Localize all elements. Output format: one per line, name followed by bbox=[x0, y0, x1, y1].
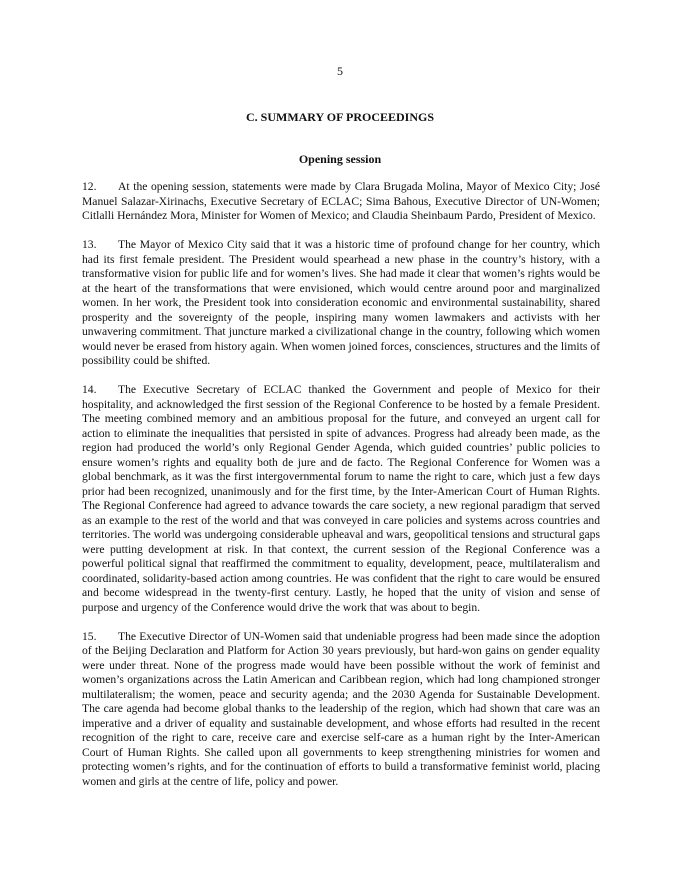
paragraph-number: 14. bbox=[82, 383, 97, 396]
paragraph-13 bbox=[82, 238, 600, 369]
document-body bbox=[82, 180, 600, 804]
paragraph-text: The Executive Secretary of ECLAC thanked the Government and people of Mexico for their hospitality, and acknowledged the first session of the Regional Conference to be hosted by a female President. The meeting combined memory and an ambitious proposal for the future, and conveyed an urgent call for action to eliminate the inequalities that persisted in spite of advances. Progress had already been made, as the region had produced the world’s only Regional Gender Agenda, which guided countries’ public policies to ensure women’s rights and equality both de jure and de facto. The Regional Conference for Women was a global benchmark, as it was the first intergovernmental forum to name the right to care, which just a few days prior had been recognized, unanimously and for the first time, by the Inter-American Court of Human Rights. The Regional Conference had agreed to advance towards the care society, a new regional paradigm that served as an example to the rest of the world and that was conveyed in care policies and systems across countries and territories. The world was undergoing considerable upheaval and wars, geopolitical tensions and structural gaps were putting development at risk. In that context, the current session of the Regional Conference was a powerful political signal that reaffirmed the commitment to equality, development, peace, multilateralism and coordinated, solidarity-based action among countries. He was confident that the right to care would be ensured and become widespread in the twenty-first century. Lastly, he hoped that the unity of vision and sense of purpose and urgency of the Conference would drive the work that was about to begin. bbox=[82, 383, 600, 614]
paragraph-text: The Executive Director of UN-Women said that undeniable progress had been made since the adoption of the Beijing Declaration and Platform for Action 30 years previously, but hard-won gains on gender equality were under threat. None of the progress made would have been possible without the work of feminist and women’s organizations across the Latin American and Caribbean region, which had long championed stronger multilateralism; the women, peace and security agenda; and the 2030 Agenda for Sustainable Development. The care agenda had become global thanks to the leadership of the region, which had shown that care was an imperative and a driver of equality and sustainable development, and whose efforts had resulted in the recent recognition of the right to care, receive care and exercise self-care as a human right by the Inter-American Court of Human Rights. She called upon all governments to keep strengthening ministries for women and protecting women’s rights, and for the continuation of efforts to build a transformative feminist world, placing women and girls at the centre of life, policy and power. bbox=[82, 629, 600, 788]
paragraph-text: At the opening session, statements were made by Clara Brugada Molina, Mayor of Mexico City; José Manuel Salazar-Xirinachs, Executive Secretary of ECLAC; Sima Bahous, Executive Director of UN-Women; Citlalli Hernández Mora, Minister for Women of Mexico; and Claudia Sheinbaum Pardo, President of Mexico. bbox=[82, 180, 600, 222]
paragraph-14 bbox=[82, 383, 600, 615]
paragraph-15 bbox=[82, 630, 600, 790]
paragraph-number: 12. bbox=[82, 180, 97, 193]
subsection-title: Opening session bbox=[298, 152, 382, 166]
section-title: C. SUMMARY OF PROCEEDINGS bbox=[245, 110, 435, 124]
paragraph-number: 13. bbox=[82, 238, 97, 251]
paragraph-12 bbox=[82, 180, 600, 224]
page-number: 5 bbox=[337, 64, 343, 78]
paragraph-number: 15. bbox=[82, 629, 97, 643]
paragraph-text: The Mayor of Mexico City said that it was a historic time of profound change for her country, which had its first female president. The President would spearhead a new phase in the country’s history, with a transformative vision for public life and for women’s lives. She had made it clear that women’s rights would be at the heart of the transformations that were envisioned, which would centre around poor and marginalized women. In her work, the President took into consideration economic and environmental sustainability, shared prosperity and the sovereignty of the people, inspiring many women lawmakers and activists with her unwavering commitment. That juncture marked a civilizational change in the country, following which women would never be erased from history again. When women joined forces, consciences, structures and the limits of possibility could be shifted. bbox=[82, 238, 600, 367]
